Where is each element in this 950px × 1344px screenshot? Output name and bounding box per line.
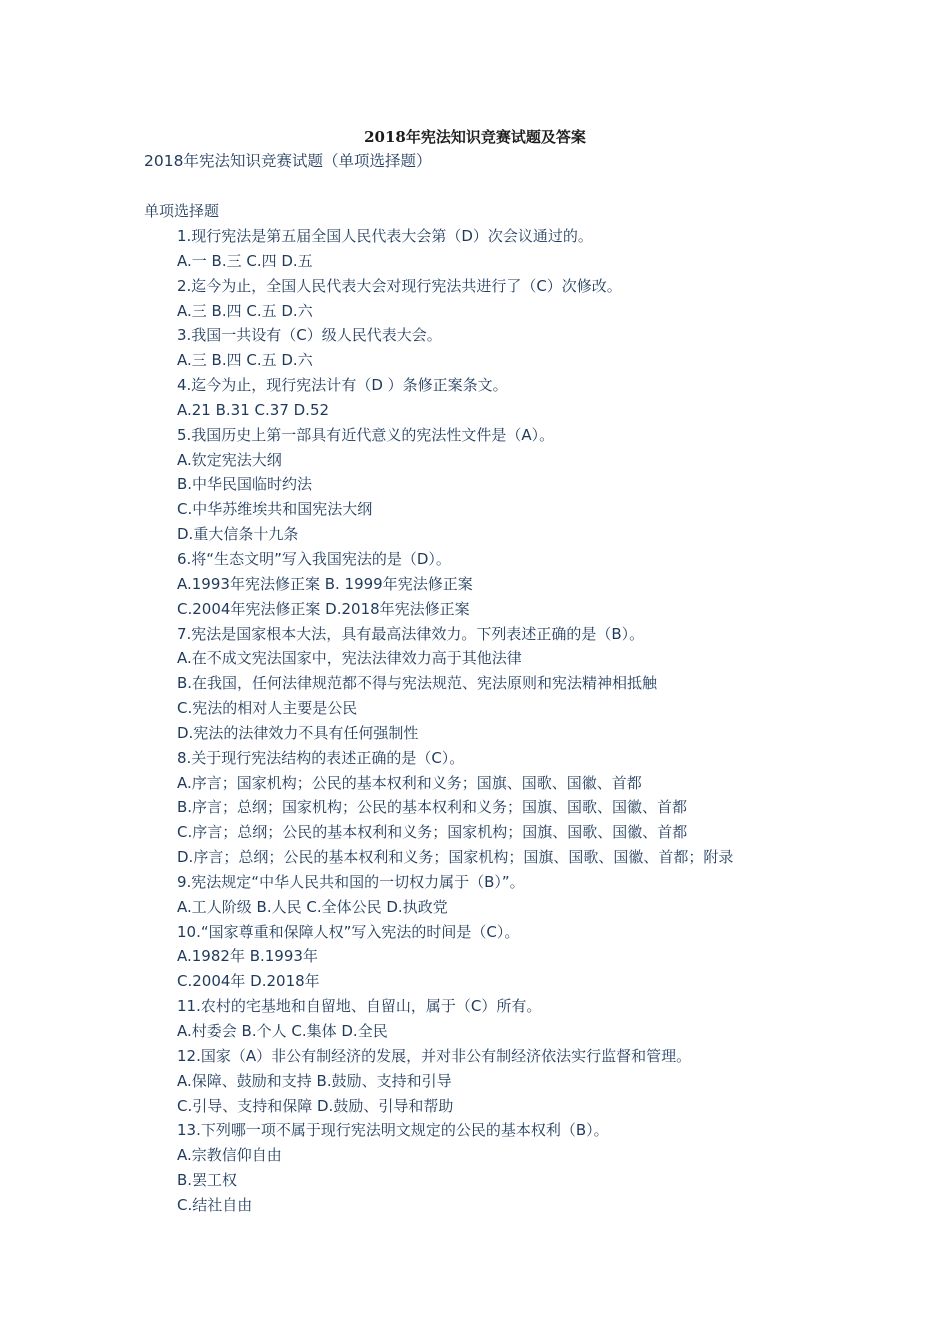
question-line: 6.将“生态文明”写入我国宪法的是（D）。 — [177, 549, 451, 568]
option-line: A.1982年 B.1993年 — [177, 947, 318, 966]
question-line: 2.迄今为止，全国人民代表大会对现行宪法共进行了（C）次修改。 — [177, 276, 622, 295]
question-line: 7.宪法是国家根本大法，具有最高法律效力。下列表述正确的是（B）。 — [177, 624, 645, 643]
question-line: 9.宪法规定“中华人民共和国的一切权力属于（B）”。 — [177, 872, 525, 891]
option-line: D.序言；总纲；公民的基本权利和义务；国家机构；国旗、国歌、国徽、首都；附录 — [177, 848, 734, 867]
question-list — [177, 224, 917, 1218]
option-line: A.三 B.四 C.五 D.六 — [177, 351, 313, 370]
option-line: B.在我国，任何法律规范都不得与宪法规范、宪法原则和宪法精神相抵触 — [177, 674, 658, 693]
option-line: C.结社自由 — [177, 1195, 253, 1214]
option-line: A.一 B.三 C.四 D.五 — [177, 251, 313, 270]
option-line: B.序言；总纲；国家机构；公民的基本权利和义务；国旗、国歌、国徽、首都 — [177, 798, 688, 817]
option-line: C.2004年 D.2018年 — [177, 972, 320, 991]
section-heading: 单项选择题 — [144, 202, 220, 220]
option-line: A.工人阶级 B.人民 C.全体公民 D.执政党 — [177, 897, 448, 916]
option-line: C.引导、支持和保障 D.鼓励、引导和帮助 — [177, 1096, 454, 1115]
question-line: 8.关于现行宪法结构的表述正确的是（C）。 — [177, 748, 465, 767]
option-line: A.1993年宪法修正案 B. 1999年宪法修正案 — [177, 574, 473, 593]
option-line: A.21 B.31 C.37 D.52 — [177, 400, 330, 419]
option-line: B.罢工权 — [177, 1171, 238, 1190]
option-line: A.钦定宪法大纲 — [177, 450, 282, 469]
option-line: A.三 B.四 C.五 D.六 — [177, 301, 313, 320]
document-title: 2018年宪法知识竞赛试题及答案 — [364, 128, 586, 146]
question-line: 10.“国家尊重和保障人权”写入宪法的时间是（C）。 — [177, 922, 520, 941]
question-line: 12.国家（A）非公有制经济的发展，并对非公有制经济依法实行监督和管理。 — [177, 1046, 692, 1065]
option-line: A.村委会 B.个人 C.集体 D.全民 — [177, 1022, 388, 1040]
question-line: 13.下列哪一项不属于现行宪法明文规定的公民的基本权利（B）。 — [177, 1121, 609, 1140]
option-line: D.重大信条十九条 — [177, 525, 299, 544]
option-line: A.序言；国家机构；公民的基本权利和义务；国旗、国歌、国徽、首都 — [177, 773, 642, 792]
question-line: 4.迄今为止，现行宪法计有（D ）条修正案条文。 — [177, 376, 508, 395]
option-line: C.序言；总纲；公民的基本权利和义务；国家机构；国旗、国歌、国徽、首都 — [177, 823, 688, 842]
option-line: B.中华民国临时约法 — [177, 475, 313, 494]
document-subtitle: 2018年宪法知识竞赛试题（单项选择题） — [144, 152, 432, 170]
question-line: 3.我国一共设有（C）级人民代表大会。 — [177, 326, 442, 345]
option-line: A.保障、鼓励和支持 B.鼓励、支持和引导 — [177, 1071, 452, 1090]
question-line: 1.现行宪法是第五届全国人民代表大会第（D）次会议通过的。 — [177, 227, 593, 245]
option-line: C.中华苏维埃共和国宪法大纲 — [177, 500, 373, 519]
question-line: 11.农村的宅基地和自留地、自留山，属于（C）所有。 — [177, 997, 542, 1016]
option-line: C.2004年宪法修正案 D.2018年宪法修正案 — [177, 599, 470, 618]
option-line: A.宗教信仰自由 — [177, 1146, 282, 1165]
option-line: D.宪法的法律效力不具有任何强制性 — [177, 723, 419, 742]
option-line: C.宪法的相对人主要是公民 — [177, 699, 358, 718]
question-line: 5.我国历史上第一部具有近代意义的宪法性文件是（A）。 — [177, 425, 555, 444]
option-line: A.在不成文宪法国家中，宪法法律效力高于其他法律 — [177, 649, 522, 668]
